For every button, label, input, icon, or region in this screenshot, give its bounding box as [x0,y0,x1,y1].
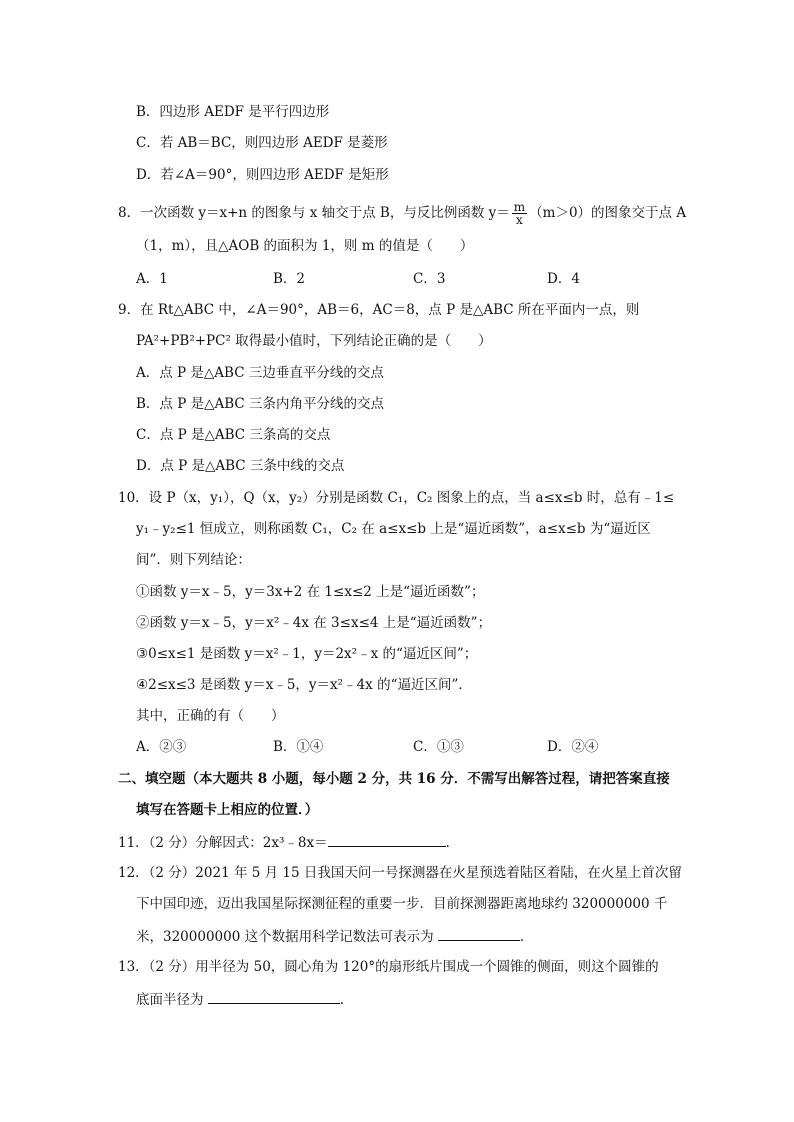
q7-option-b: B．四边形 AEDF 是平行四边形 [136,104,330,120]
q8-fraction-numerator: m [513,200,526,214]
q10-stem-line1: 10．设 P（x，y₁），Q（x，y₂）分别是函数 C₁，C₂ 图象上的点，当 a≤x≤b 时，总有﹣1≤ [118,490,675,506]
q13-answer-blank[interactable] [208,989,340,1004]
q12-stem-line2: 下中国印迹，迈出我国星际探测征程的重要一步．目前探测器距离地球约 320000000 千 [136,896,668,912]
q11-line [118,832,459,852]
q10-stem-line2: y₁﹣y₂≤1 恒成立，则称函数 C₁，C₂ 在 a≤x≤b 上是“逼近函数”，a≤x≤b 为“逼近区 [136,521,651,537]
q9-stem-line2: PA²+PB²+PC² 取得最小值时，下列结论正确的是（ ） [136,333,492,349]
q10-statement-1: ①函数 y＝x﹣5，y＝3x+2 在 1≤x≤2 上是“逼近函数”； [136,584,485,600]
q13-stem-line2 [136,989,353,1009]
q9-option-b: B．点 P 是△ABC 三条内角平分线的交点 [136,396,385,412]
q12-stem-line3 [136,926,533,946]
q11-end-punct: ． [445,835,460,851]
q9-option-a: A．点 P 是△ABC 三边垂直平分线的交点 [136,365,384,381]
q8-stem-pre: 8．一次函数 y＝x+n 的图象与 x 轴交于点 B，与反比例函数 y＝ [118,205,510,221]
q8-option-d: D．4 [547,271,580,287]
q9-option-d: D．点 P 是△ABC 三条中线的交点 [136,458,345,474]
q9-option-c: C．点 P 是△ABC 三条高的交点 [136,427,331,443]
q11-answer-blank[interactable] [328,832,446,847]
q7-option-d: D．若∠A＝90°，则四边形 AEDF 是矩形 [136,167,389,183]
q13-stem-line1: 13．（2 分）用半径为 50，圆心角为 120°的扇形纸片围成一个圆锥的侧面，则这个圆锥的 [118,959,659,975]
q10-question: 其中，正确的有（ ） [136,708,285,724]
q10-option-b: B．①④ [273,739,324,755]
q8-stem-line1 [118,201,686,226]
section-2-heading-line2: 填写在答题卡上相应的位置．） [136,802,319,818]
q8-option-a: A．1 [136,271,168,287]
q8-option-c: C．3 [413,271,446,287]
q8-stem-post: （m＞0）的图象交于点 A [529,205,687,221]
q12-end-punct: ． [519,929,534,945]
q8-option-b: B．2 [273,271,306,287]
q10-statement-2: ②函数 y＝x﹣5，y＝x²﹣4x 在 3≤x≤4 上是“逼近函数”； [136,615,492,631]
q13-stem-line2-text: 底面半径为 [136,992,204,1008]
q8-fraction-denominator: x [516,213,523,227]
q10-statement-4: ④2≤x≤3 是函数 y＝x﹣5，y＝x²﹣4x 的“逼近区间”． [136,677,472,693]
q7-option-c: C．若 AB＝BC，则四边形 AEDF 是菱形 [136,135,388,151]
q8-stem-line2: （1，m），且△AOB 的面积为 1，则 m 的值是（ ） [136,238,474,254]
q12-stem-line1: 12．（2 分）2021 年 5 月 15 日我国天问一号探测器在火星预选着陆区着陆，在火星上首次留 [118,865,682,881]
q12-answer-blank[interactable] [438,926,520,941]
q13-end-punct: ． [339,992,354,1008]
q10-statement-3: ③0≤x≤1 是函数 y＝x²﹣1，y＝2x²﹣x 的“逼近区间”； [136,646,478,662]
q10-option-a: A．②③ [136,739,187,755]
q11-stem: 11．（2 分）分解因式：2x³﹣8x＝ [118,835,328,851]
section-2-heading: 二、填空题（本大题共 8 小题，每小题 2 分，共 16 分．不需写出解答过程，请把答案直接 [118,771,670,787]
q9-stem-line1: 9．在 Rt△ABC 中，∠A＝90°，AB＝6，AC＝8，点 P 是△ABC 所在平面内一点，则 [118,302,640,318]
q10-option-d: D．②④ [547,739,599,755]
q10-stem-line3: 间”．则下列结论： [136,552,251,568]
q8-fraction [512,201,527,226]
q12-stem-line3-text: 米，320000000 这个数据用科学记数法可表示为 [136,929,434,945]
q10-option-c: C．①③ [413,739,464,755]
